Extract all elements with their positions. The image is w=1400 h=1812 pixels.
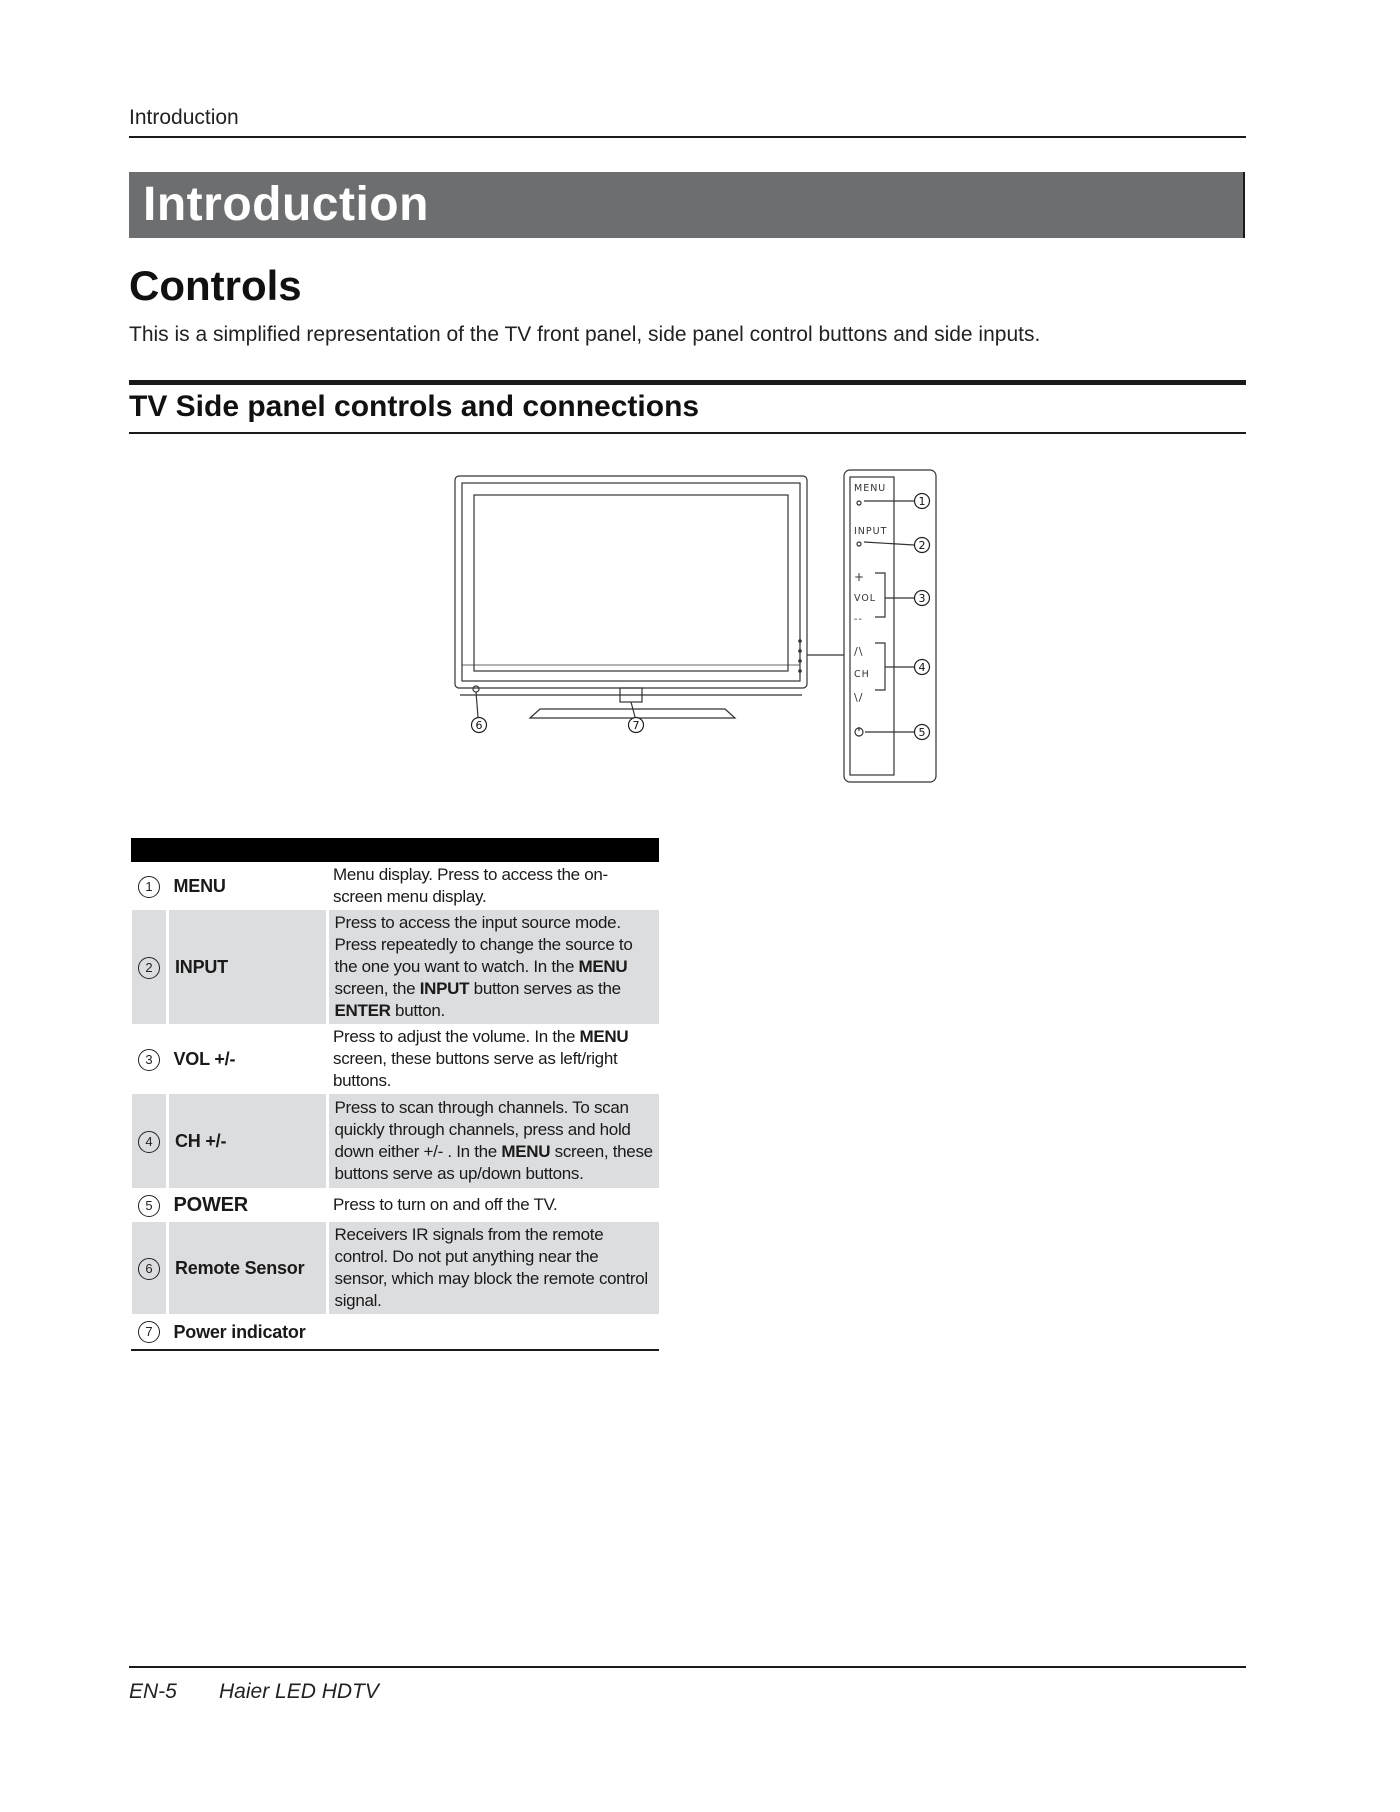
control-description: Receivers IR signals from the remote control. Do not put anything near the sensor, which may block the remote control signal. bbox=[327, 1222, 659, 1314]
control-name: VOL +/- bbox=[173, 1049, 236, 1069]
svg-text:4: 4 bbox=[918, 661, 926, 674]
tv-bezel-inner bbox=[462, 483, 800, 681]
tv-stand-base bbox=[530, 709, 735, 718]
control-name: MENU bbox=[173, 876, 226, 896]
control-description: Menu display. Press to access the on-screen menu display. bbox=[333, 865, 608, 906]
control-name: INPUT bbox=[167, 910, 327, 1024]
control-description bbox=[327, 1314, 659, 1350]
table-row bbox=[131, 1094, 660, 1188]
callout-1 bbox=[915, 494, 930, 509]
control-name: CH +/- bbox=[167, 1094, 327, 1188]
row-number: 4 bbox=[138, 1131, 160, 1153]
side-label-vol-minus: -- bbox=[854, 614, 863, 625]
callout-3 bbox=[915, 591, 930, 606]
chapter-title: Introduction bbox=[143, 178, 429, 231]
control-name: Remote Sensor bbox=[167, 1222, 327, 1314]
side-label-vol-plus: + bbox=[854, 570, 866, 584]
subsection-title: TV Side panel controls and connections bbox=[129, 390, 700, 423]
row-number: 1 bbox=[138, 876, 160, 898]
tv-screen bbox=[474, 495, 788, 671]
control-description: Press to access the input source mode. Press repeatedly to change the source to the one you want to watch. In the MENU screen, the INPUT button serves as the ENTER button. bbox=[327, 910, 659, 1024]
section-title: Controls bbox=[129, 262, 302, 309]
running-head: Introduction bbox=[129, 106, 239, 129]
table-row bbox=[131, 1314, 660, 1350]
intro-paragraph: This is a simplified representation of the TV front panel, side panel control buttons and side inputs. bbox=[129, 323, 1041, 346]
row-number: 6 bbox=[138, 1258, 160, 1280]
page-number: EN-5 bbox=[129, 1680, 177, 1703]
callout-2 bbox=[915, 538, 930, 553]
row-number: 3 bbox=[138, 1049, 160, 1071]
row-number: 2 bbox=[138, 957, 160, 979]
control-name: POWER bbox=[173, 1194, 249, 1216]
svg-text:2: 2 bbox=[918, 539, 926, 552]
table-row bbox=[131, 1188, 660, 1222]
control-description: Press to turn on and off the TV. bbox=[333, 1195, 558, 1214]
tv-frame bbox=[455, 476, 807, 688]
side-label-vol: VOL bbox=[854, 593, 877, 604]
subsection-rule-top bbox=[129, 380, 1246, 385]
controls-table bbox=[129, 838, 659, 1351]
callout-5 bbox=[915, 725, 930, 740]
control-name: Power indicator bbox=[167, 1314, 327, 1350]
control-description: Press to scan through channels. To scan quickly through channels, press and hold down either +/- . In the MENU screen, these buttons serve as up/down buttons. bbox=[327, 1094, 659, 1188]
row-number: 5 bbox=[138, 1195, 160, 1217]
svg-text:3: 3 bbox=[918, 592, 926, 605]
side-label-ch-up: /\ bbox=[854, 645, 864, 658]
table-row bbox=[131, 1024, 660, 1094]
row-number: 7 bbox=[138, 1321, 160, 1343]
control-description: Press to adjust the volume. In the MENU screen, these buttons serve as left/right buttons. bbox=[333, 1027, 629, 1090]
header-rule bbox=[129, 136, 1246, 138]
svg-text:6: 6 bbox=[475, 719, 483, 732]
footer-rule bbox=[129, 1666, 1246, 1668]
svg-text:7: 7 bbox=[632, 719, 640, 732]
table-row bbox=[131, 910, 660, 1024]
table-row bbox=[131, 862, 660, 910]
svg-text:1: 1 bbox=[918, 495, 926, 508]
chapter-banner bbox=[129, 172, 1245, 238]
table-header-bar bbox=[131, 838, 660, 862]
side-label-input: INPUT bbox=[854, 526, 888, 537]
callout-7 bbox=[629, 718, 644, 733]
side-label-ch-down: \/ bbox=[854, 691, 864, 704]
side-panel-inner bbox=[850, 477, 894, 775]
footer-product-name: Haier LED HDTV bbox=[219, 1680, 379, 1703]
side-label-ch: CH bbox=[854, 669, 870, 680]
tv-panel-diagram bbox=[440, 455, 960, 795]
table-row bbox=[131, 1222, 660, 1314]
subsection-rule-bottom bbox=[129, 432, 1246, 434]
side-label-menu: MENU bbox=[854, 483, 887, 494]
callout-6 bbox=[472, 718, 487, 733]
svg-text:5: 5 bbox=[918, 726, 926, 739]
callout-4 bbox=[915, 660, 930, 675]
